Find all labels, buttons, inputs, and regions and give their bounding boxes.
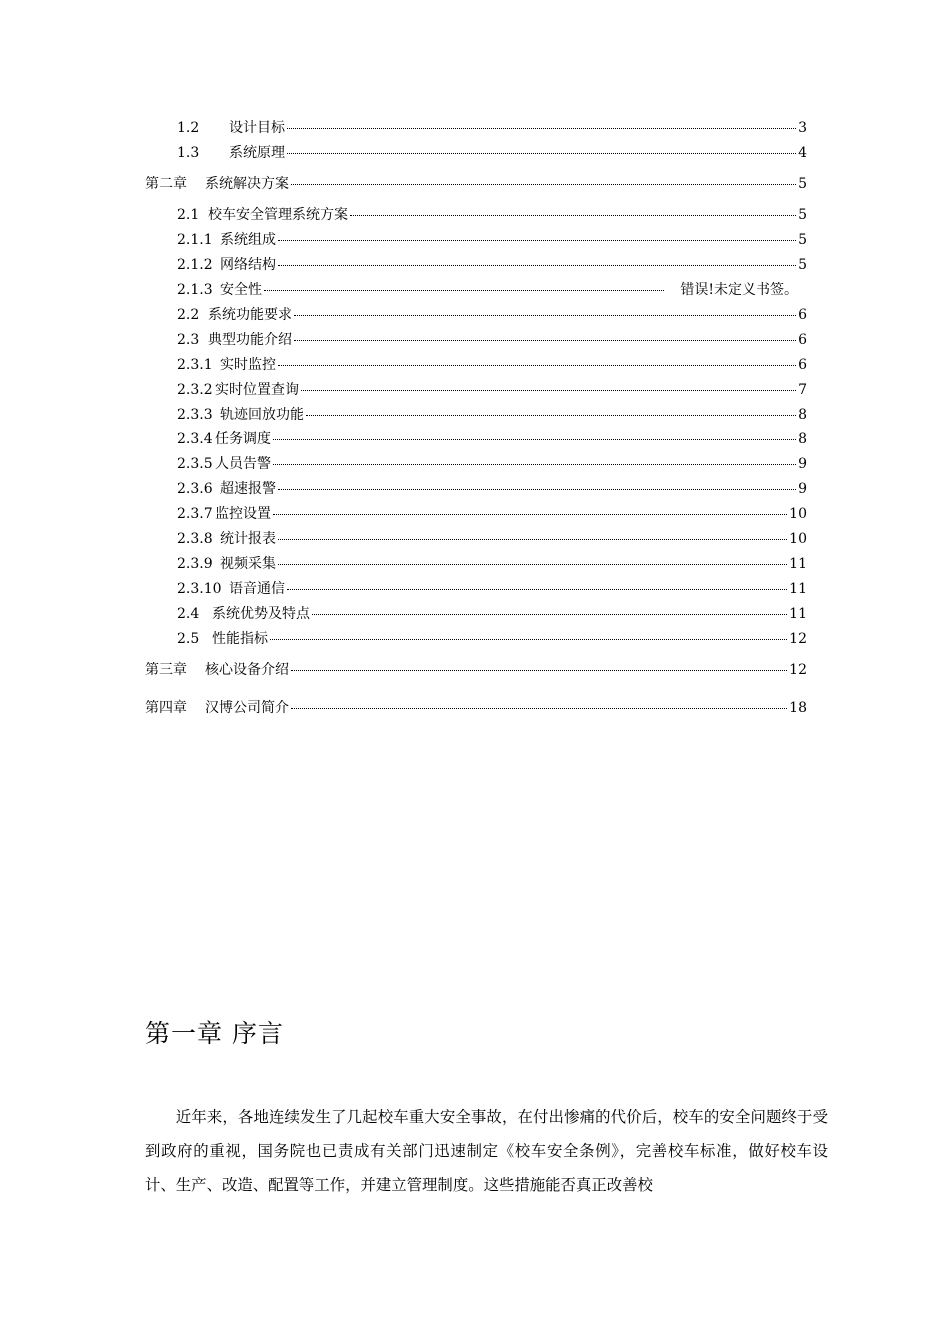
- toc-leader-dots: [278, 240, 796, 241]
- toc-leader-dots: [294, 315, 796, 316]
- toc-entry-title: 系统解决方案: [205, 176, 289, 192]
- toc-entry-title: 任务调度: [215, 431, 271, 447]
- toc-entry-title: 实时位置查询: [215, 382, 299, 398]
- toc-entry-number: 2.5: [177, 631, 200, 647]
- toc-entry-page: 6: [798, 332, 807, 348]
- toc-entry-number: 2.3.2: [177, 382, 213, 398]
- toc-leader-dots: [306, 415, 796, 416]
- toc-leader-dots: [301, 390, 796, 391]
- toc-entry-number: 2.3.3: [177, 407, 213, 423]
- toc-entry-page: 11: [789, 581, 807, 597]
- toc-entry[interactable]: [177, 505, 807, 523]
- toc-entry-title: 核心设备介绍: [205, 662, 289, 678]
- toc-leader-dots: [273, 464, 796, 465]
- toc-entry-title: 轨迹回放功能: [220, 407, 304, 423]
- toc-entry-page: 11: [789, 556, 807, 572]
- toc-entry[interactable]: [145, 175, 807, 193]
- toc-entry-page: 12: [789, 631, 807, 647]
- toc-leader-dots: [270, 639, 787, 640]
- toc-entry[interactable]: [177, 455, 807, 473]
- toc-entry-number: 2.3: [177, 332, 200, 348]
- toc-leader-dots: [278, 365, 796, 366]
- toc-leader-dots: [312, 614, 787, 615]
- toc-entry[interactable]: [177, 605, 807, 623]
- toc-entry-title: 实时监控: [220, 357, 276, 373]
- toc-entry-title: 汉博公司简介: [205, 700, 289, 716]
- toc-entry-page: 18: [789, 700, 807, 716]
- toc-entry-number: 2.3.5: [177, 456, 213, 472]
- toc-entry[interactable]: [177, 256, 807, 274]
- toc-entry-page: 8: [798, 407, 807, 423]
- toc-entry-number: 2.3.7: [177, 506, 213, 522]
- toc-entry[interactable]: [177, 306, 807, 324]
- toc-entry-page: 4: [798, 145, 807, 161]
- toc-leader-dots: [278, 564, 787, 565]
- toc-leader-dots: [350, 215, 796, 216]
- toc-entry-page: 5: [798, 232, 807, 248]
- toc-entry[interactable]: [177, 119, 807, 137]
- toc-leader-dots: [278, 489, 796, 490]
- toc-entry-page: 7: [798, 382, 807, 398]
- toc-leader-dots: [294, 340, 796, 341]
- toc-leader-dots: [278, 265, 796, 266]
- toc-entry[interactable]: [177, 530, 807, 548]
- toc-entry-title: 视频采集: [220, 556, 276, 572]
- toc-entry-title: 人员告警: [215, 456, 271, 472]
- toc-leader-dots: [291, 184, 796, 185]
- toc-entry[interactable]: [177, 206, 807, 224]
- body-paragraph: 近年来，各地连续发生了几起校车重大安全事故，在付出惨痛的代价后，校车的安全问题终于受到政府的重视，国务院也已责成有关部门迅速制定《校车安全条例》，完善校车标准，做好校车设计、生产、改造、配置等工作，并建立管理制度。这些措施能否真正改善校: [145, 1108, 828, 1195]
- toc-entry-title: 典型功能介绍: [208, 332, 292, 348]
- toc-leader-dots: [287, 589, 787, 590]
- toc-entry-number: 2.3.1: [177, 357, 213, 373]
- toc-entry-number: 2.3.6: [177, 481, 213, 497]
- toc-entry-page: 错误!未定义书签。: [680, 282, 798, 298]
- toc-leader-dots: [264, 290, 664, 291]
- toc-entry[interactable]: [177, 231, 807, 249]
- toc-entry-number: 2.3.8: [177, 531, 213, 547]
- toc-entry-title: 超速报警: [220, 481, 276, 497]
- toc-entry-number: 2.1: [177, 207, 200, 223]
- toc-entry-number: 1.3: [177, 145, 200, 161]
- toc-entry[interactable]: [177, 381, 807, 399]
- toc-entry-number: 2.1.1: [177, 232, 213, 248]
- toc-entry-title: 监控设置: [215, 506, 271, 522]
- toc-entry-title: 安全性: [220, 282, 262, 298]
- chapter-heading: 第一章 序言: [145, 1019, 284, 1048]
- toc-leader-dots: [291, 708, 787, 709]
- toc-entry-number: 第四章: [145, 700, 187, 716]
- toc-entry-page: 9: [798, 456, 807, 472]
- toc-entry[interactable]: [177, 331, 807, 349]
- toc-entry-title: 性能指标: [212, 631, 268, 647]
- toc-entry[interactable]: [177, 406, 807, 424]
- toc-entry-page: 3: [798, 120, 807, 136]
- toc-entry[interactable]: [177, 356, 807, 374]
- toc-entry-page: 5: [798, 257, 807, 273]
- toc-entry[interactable]: [177, 281, 798, 299]
- toc-entry[interactable]: [177, 580, 807, 598]
- toc-entry-page: 11: [789, 606, 807, 622]
- toc-entry[interactable]: [177, 430, 807, 448]
- toc-leader-dots: [273, 514, 787, 515]
- toc-leader-dots: [287, 128, 796, 129]
- toc-entry-title: 语音通信: [229, 581, 285, 597]
- toc-entry-title: 校车安全管理系统方案: [208, 207, 348, 223]
- toc-entry-title: 系统功能要求: [208, 307, 292, 323]
- toc-leader-dots: [278, 539, 787, 540]
- toc-entry-page: 12: [789, 662, 807, 678]
- toc-entry-number: 2.1.2: [177, 257, 213, 273]
- toc-entry-page: 8: [798, 431, 807, 447]
- toc-entry[interactable]: [145, 661, 807, 679]
- toc-entry-page: 9: [798, 481, 807, 497]
- toc-entry-title: 系统组成: [220, 232, 276, 248]
- toc-entry[interactable]: [177, 630, 807, 648]
- toc-entry-number: 2.3.4: [177, 431, 213, 447]
- toc-entry-page: 6: [798, 307, 807, 323]
- toc-entry-number: 2.3.10: [177, 581, 222, 597]
- toc-entry[interactable]: [177, 555, 807, 573]
- toc-entry[interactable]: [177, 144, 807, 162]
- toc-entry-title: 统计报表: [220, 531, 276, 547]
- toc-entry-page: 10: [789, 506, 807, 522]
- toc-entry-number: 2.3.9: [177, 556, 213, 572]
- toc-entry-page: 10: [789, 531, 807, 547]
- toc-entry-page: 6: [798, 357, 807, 373]
- toc-leader-dots: [273, 439, 796, 440]
- toc-entry[interactable]: [177, 480, 807, 498]
- toc-entry-title: 系统优势及特点: [212, 606, 310, 622]
- toc-entry-number: 2.1.3: [177, 282, 213, 298]
- toc-entry-page: 5: [798, 176, 807, 192]
- toc-leader-dots: [291, 670, 787, 671]
- toc-entry-title: 系统原理: [229, 145, 285, 161]
- toc-entry-page: 5: [798, 207, 807, 223]
- toc-entry[interactable]: [145, 699, 807, 717]
- toc-entry-number: 2.4: [177, 606, 200, 622]
- toc-entry-title: 网络结构: [220, 257, 276, 273]
- toc-leader-dots: [287, 153, 796, 154]
- toc-entry-title: 设计目标: [229, 120, 285, 136]
- toc-entry-number: 第三章: [145, 662, 187, 678]
- toc-entry-number: 第二章: [145, 176, 187, 192]
- toc-entry-number: 2.2: [177, 307, 200, 323]
- toc-entry-number: 1.2: [177, 120, 200, 136]
